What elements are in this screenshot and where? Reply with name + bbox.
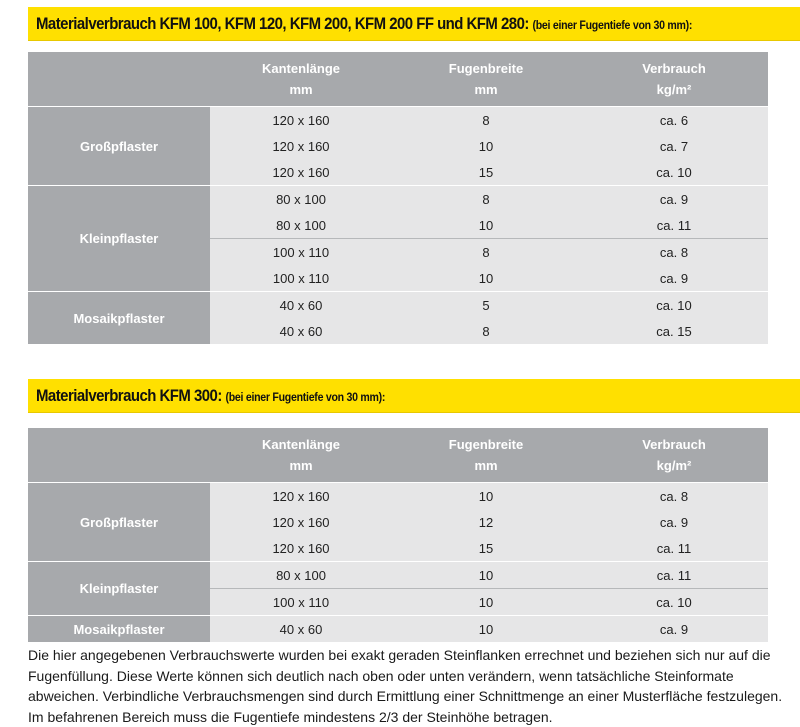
cell-fugenbreite: 10 [392,212,580,239]
cell-fugenbreite: 8 [392,239,580,266]
header-group [28,52,210,107]
section1-title-sub: (bei einer Fugentiefe von 30 mm): [532,18,692,32]
row-group-label: Großpflaster [28,483,210,562]
cell-verbrauch: ca. 9 [580,509,768,535]
cell-verbrauch: ca. 7 [580,133,768,159]
section2-title-sub: (bei einer Fugentiefe von 30 mm): [225,390,385,404]
cell-fugenbreite: 15 [392,159,580,186]
section1-title-main: Materialverbrauch KFM 100, KFM 120, KFM 200, KFM 200 FF und KFM 280: [36,14,529,33]
cell-fugenbreite: 10 [392,133,580,159]
header-kantenlaenge: Kantenlänge mm [210,52,392,107]
section2-title-banner [28,379,800,413]
cell-fugenbreite: 10 [392,483,580,510]
cell-verbrauch: ca. 11 [580,535,768,562]
note-paragraph-2: Im befahrenen Bereich muss die Fugentiefe mindestens 2/3 der Steinhöhe betragen. [28,707,788,727]
section2-table [28,428,768,642]
table-row [28,186,768,213]
cell-kantenlaenge: 120 x 160 [210,159,392,186]
cell-kantenlaenge: 120 x 160 [210,509,392,535]
section1-table [28,52,768,344]
table-row [28,107,768,134]
table-header-row [28,52,768,107]
header-fugenbreite: Fugenbreite mm [392,52,580,107]
header-fugenbreite: Fugenbreite mm [392,428,580,483]
section2-title [36,386,385,406]
cell-verbrauch: ca. 10 [580,292,768,319]
table-row [28,292,768,319]
cell-fugenbreite: 5 [392,292,580,319]
note-paragraph-1: Die hier angegebenen Verbrauchswerte wurden bei exakt geraden Steinflanken errechnet und beziehen sich nur auf die Fugenfüllung. Diese Werte können sich deutlich nach oben oder unten verändern, wenn tatsächliche Steinformate abweichen. Verbindliche Verbrauchsmengen sind durch Ermittlung einer Schnittmenge an einer Musterfläche festzulegen. [28,645,788,707]
cell-verbrauch: ca. 10 [580,589,768,616]
header-kantenlaenge: Kantenlänge mm [210,428,392,483]
cell-verbrauch: ca. 11 [580,212,768,239]
row-group-label: Mosaikpflaster [28,616,210,643]
cell-fugenbreite: 15 [392,535,580,562]
row-group-label: Großpflaster [28,107,210,186]
cell-kantenlaenge: 100 x 110 [210,265,392,292]
table-row [28,562,768,589]
table-header-row [28,428,768,483]
cell-verbrauch: ca. 9 [580,186,768,213]
cell-kantenlaenge: 120 x 160 [210,107,392,134]
row-group-label: Mosaikpflaster [28,292,210,345]
section2-title-main: Materialverbrauch KFM 300: [36,386,222,405]
cell-fugenbreite: 8 [392,107,580,134]
cell-kantenlaenge: 80 x 100 [210,562,392,589]
cell-kantenlaenge: 40 x 60 [210,292,392,319]
cell-verbrauch: ca. 9 [580,265,768,292]
cell-verbrauch: ca. 8 [580,483,768,510]
cell-kantenlaenge: 80 x 100 [210,186,392,213]
notes [28,645,788,727]
cell-fugenbreite: 12 [392,509,580,535]
table-row [28,483,768,510]
cell-kantenlaenge: 120 x 160 [210,483,392,510]
section1-title-banner [28,7,800,41]
cell-kantenlaenge: 120 x 160 [210,535,392,562]
header-verbrauch: Verbrauch kg/m² [580,428,768,483]
row-group-label: Kleinpflaster [28,186,210,292]
row-group-label: Kleinpflaster [28,562,210,616]
table-row [28,616,768,643]
cell-kantenlaenge: 120 x 160 [210,133,392,159]
cell-fugenbreite: 10 [392,265,580,292]
cell-fugenbreite: 8 [392,186,580,213]
cell-kantenlaenge: 100 x 110 [210,589,392,616]
cell-verbrauch: ca. 15 [580,318,768,344]
cell-verbrauch: ca. 9 [580,616,768,643]
cell-verbrauch: ca. 6 [580,107,768,134]
section1-title [36,14,692,34]
cell-kantenlaenge: 80 x 100 [210,212,392,239]
cell-fugenbreite: 10 [392,562,580,589]
cell-fugenbreite: 10 [392,589,580,616]
header-group [28,428,210,483]
cell-verbrauch: ca. 11 [580,562,768,589]
cell-kantenlaenge: 40 x 60 [210,616,392,643]
cell-kantenlaenge: 40 x 60 [210,318,392,344]
cell-fugenbreite: 10 [392,616,580,643]
header-verbrauch: Verbrauch kg/m² [580,52,768,107]
cell-fugenbreite: 8 [392,318,580,344]
cell-verbrauch: ca. 8 [580,239,768,266]
cell-verbrauch: ca. 10 [580,159,768,186]
cell-kantenlaenge: 100 x 110 [210,239,392,266]
